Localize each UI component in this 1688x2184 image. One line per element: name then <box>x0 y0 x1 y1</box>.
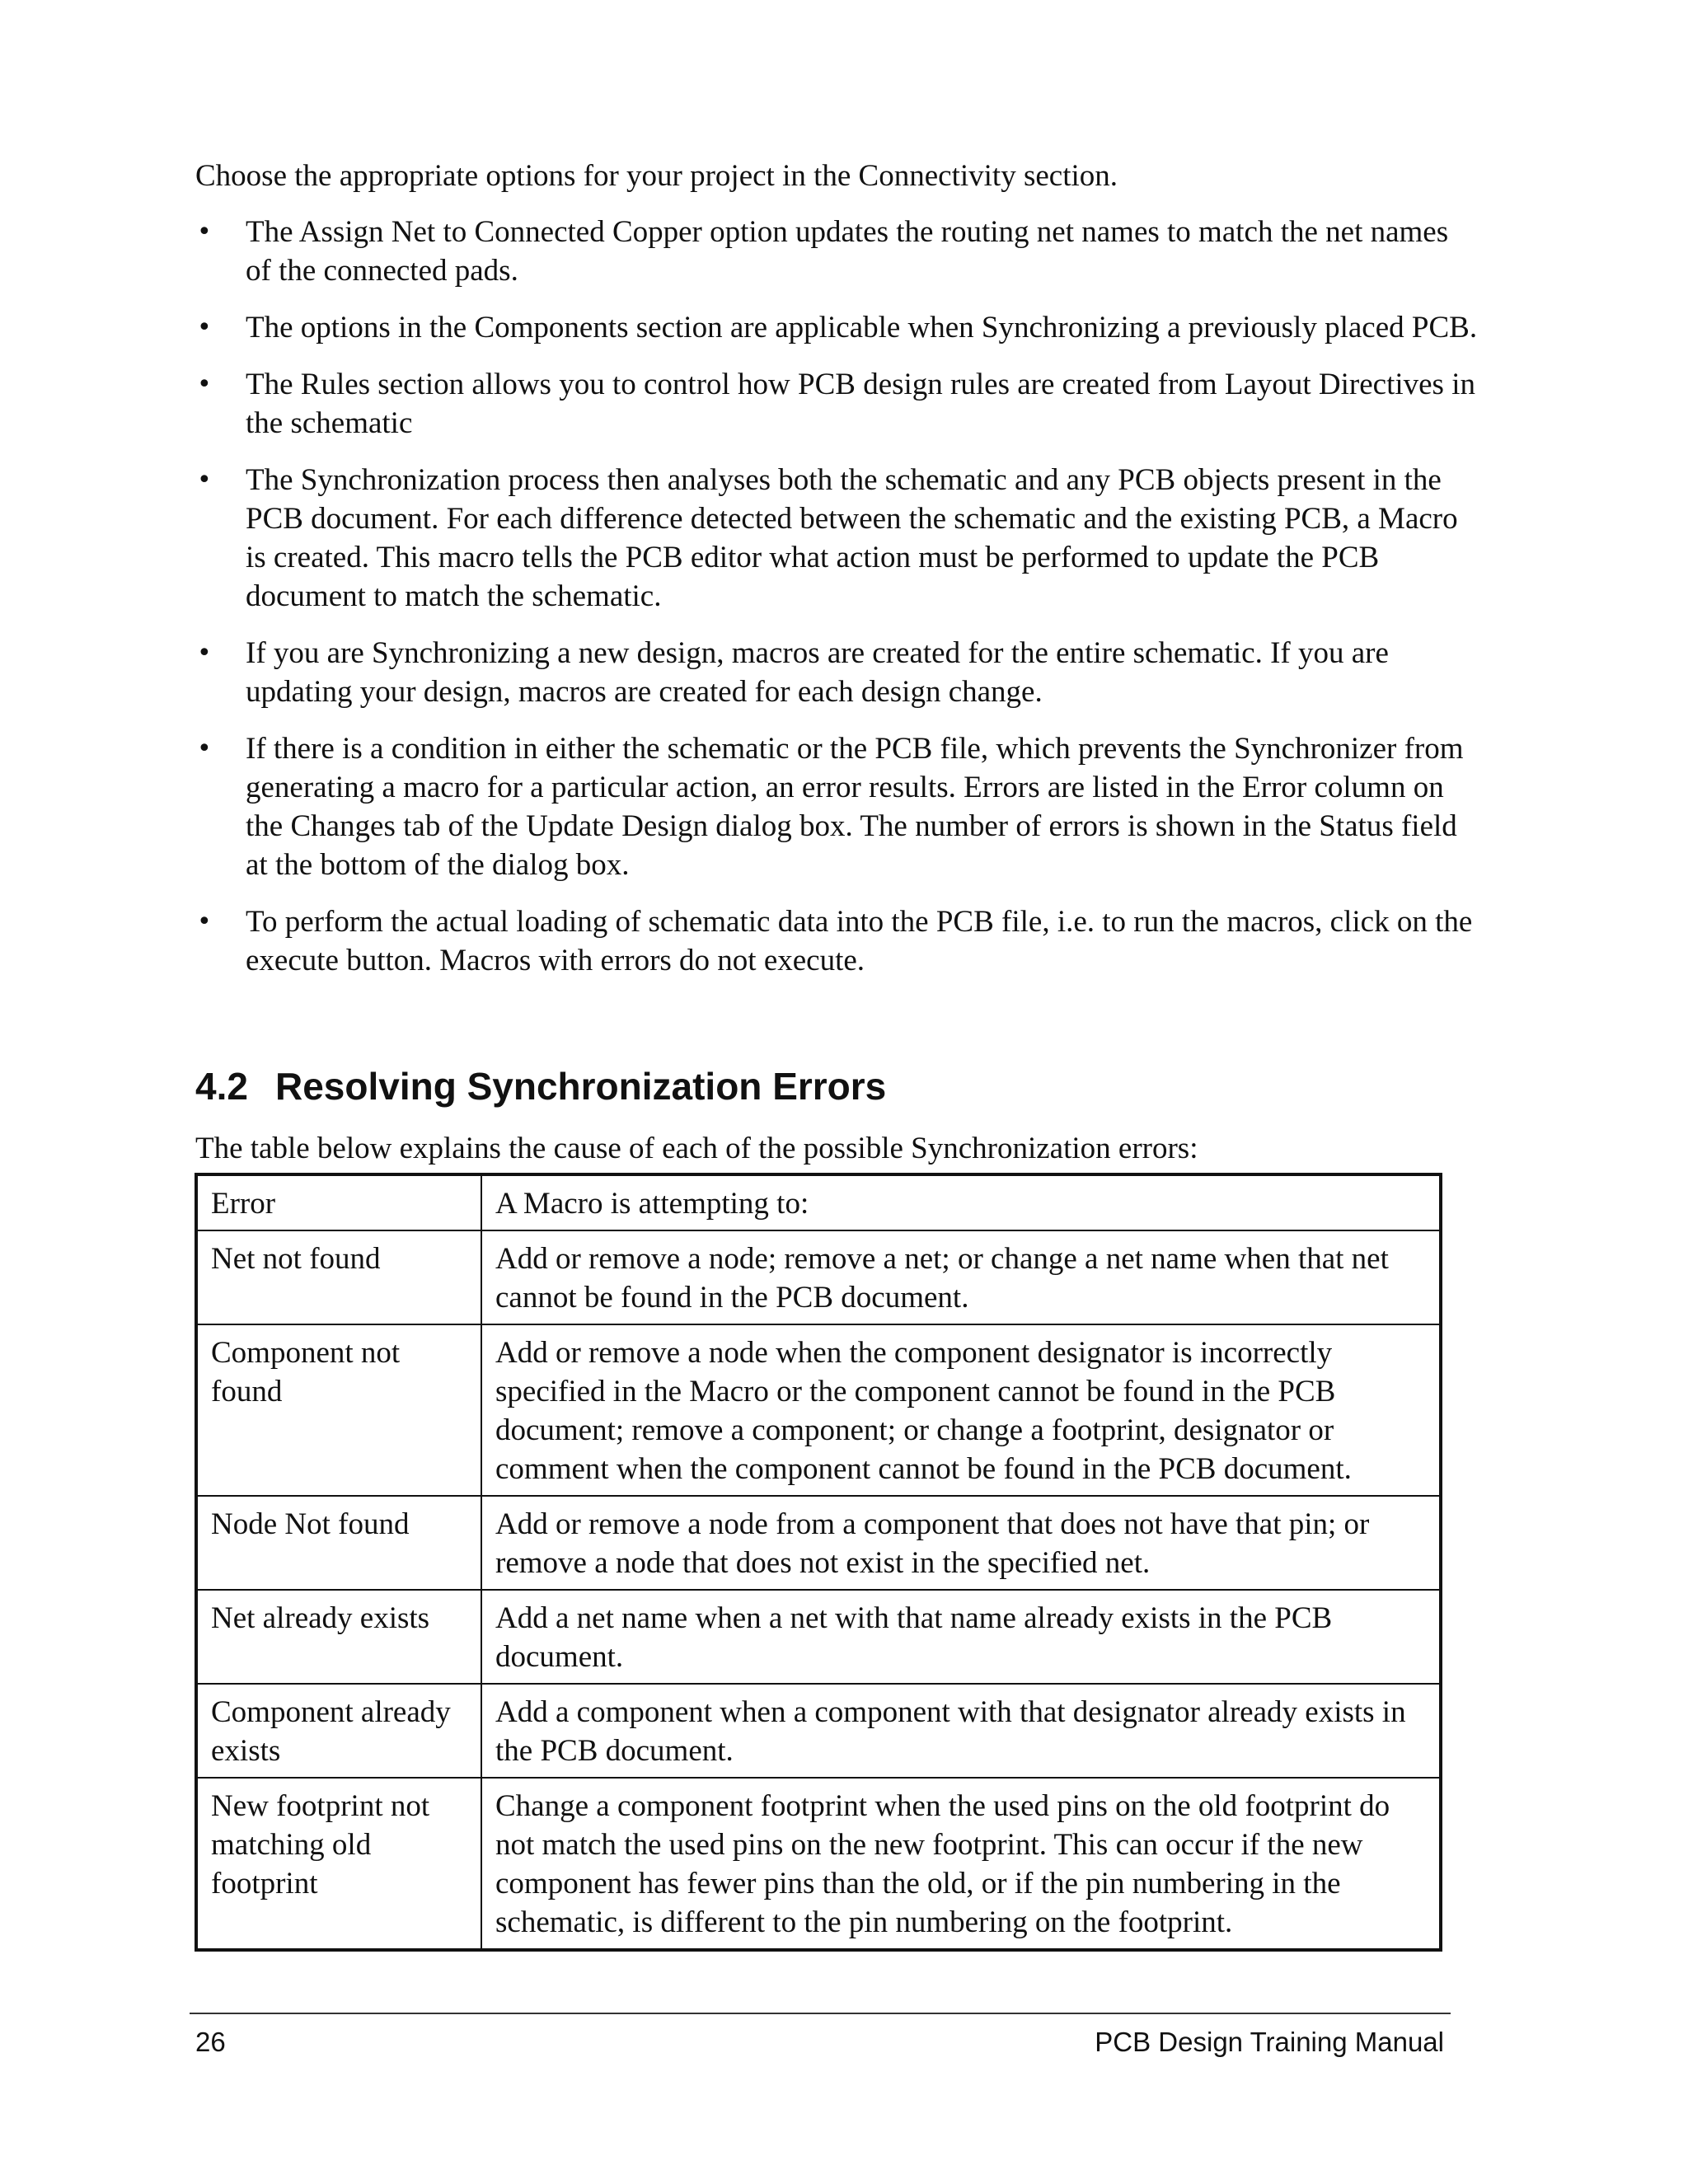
sync-errors-table <box>195 1173 1442 1952</box>
intro-paragraph: Choose the appropriate options for your project in the Connectivity section. <box>195 159 1118 193</box>
header-cell-error: Error <box>196 1174 481 1230</box>
description-cell: Add or remove a node; remove a net; or change a net name when that net cannot be found in the PCB document. <box>481 1230 1441 1324</box>
list-item-text: If you are Synchronizing a new design, macros are created for the entire schematic. If you are updating your design, macros are created for each design change. <box>246 636 1389 709</box>
bullet-icon: • <box>197 313 212 342</box>
error-cell: Component not found <box>196 1324 481 1496</box>
description-cell: Change a component footprint when the used pins on the old footprint do not match the used pins on the new footprint. This can occur if the new component has fewer pins than the old, or if the pin numbering in the schematic, is different to the pin numbering on the footprint. <box>481 1778 1441 1950</box>
table-row <box>196 1324 1441 1496</box>
page-number: 26 <box>195 2027 226 2057</box>
connectivity-bullet-list <box>195 213 1481 998</box>
error-cell: Node Not found <box>196 1496 481 1590</box>
description-cell: Add or remove a node when the component designator is incorrectly specified in the Macro or the component cannot be found in the PCB document; remove a component; or change a footprint, designator or comment when the component cannot be found in the PCB document. <box>481 1324 1441 1496</box>
list-item <box>195 461 1481 616</box>
list-item-text: The Rules section allows you to control how PCB design rules are created from Layout Directives in the schematic <box>246 368 1475 440</box>
table-header-row <box>196 1174 1441 1230</box>
bullet-icon: • <box>197 907 212 936</box>
footer-divider <box>190 2013 1451 2014</box>
bullet-icon: • <box>197 734 212 763</box>
list-item <box>195 308 1481 347</box>
table-row <box>196 1496 1441 1590</box>
description-cell: Add a component when a component with that designator already exists in the PCB document. <box>481 1684 1441 1778</box>
bullet-icon: • <box>197 466 212 494</box>
list-item <box>195 213 1481 290</box>
header-cell-macro: A Macro is attempting to: <box>481 1174 1441 1230</box>
table-row <box>196 1230 1441 1324</box>
error-cell: Component already exists <box>196 1684 481 1778</box>
list-item <box>195 365 1481 443</box>
list-item-text: The options in the Components section are applicable when Synchronizing a previously placed PCB. <box>246 311 1478 344</box>
error-cell: Net already exists <box>196 1590 481 1684</box>
list-item-text: To perform the actual loading of schematic data into the PCB file, i.e. to run the macros, click on the execute button. Macros with errors do not execute. <box>246 905 1473 977</box>
footer-manual-title: PCB Design Training Manual <box>1095 2027 1444 2057</box>
section-heading <box>195 1063 886 1109</box>
list-item-text: If there is a condition in either the schematic or the PCB file, which prevents the Synchronizer from generating a macro for a particular action, an error results. Errors are listed in the Error column on the Changes tab of the Update Design dialog box. The number of errors is shown in the Status field at the bottom of the dialog box. <box>246 732 1464 882</box>
description-cell: Add a net name when a net with that name already exists in the PCB document. <box>481 1590 1441 1684</box>
section-number: 4.2 <box>195 1065 248 1108</box>
list-item-text: The Synchronization process then analyses both the schematic and any PCB objects present in the PCB document. For each difference detected between the schematic and the existing PCB, a Macro is created. This macro tells the PCB editor what action must be performed to update the PCB document to match the schematic. <box>246 463 1458 613</box>
table-intro-paragraph: The table below explains the cause of each of the possible Synchronization errors: <box>195 1132 1198 1165</box>
error-cell: New footprint not matching old footprint <box>196 1778 481 1950</box>
description-cell: Add or remove a node from a component that does not have that pin; or remove a node that does not exist in the specified net. <box>481 1496 1441 1590</box>
table-row <box>196 1590 1441 1684</box>
list-item <box>195 729 1481 884</box>
bullet-icon: • <box>197 370 212 399</box>
table-row <box>196 1778 1441 1950</box>
bullet-icon: • <box>197 639 212 668</box>
list-item <box>195 902 1481 980</box>
table-row <box>196 1684 1441 1778</box>
list-item <box>195 634 1481 711</box>
section-title: Resolving Synchronization Errors <box>275 1065 887 1108</box>
list-item-text: The Assign Net to Connected Copper option updates the routing net names to match the net names of the connected pads. <box>246 215 1449 288</box>
error-cell: Net not found <box>196 1230 481 1324</box>
bullet-icon: • <box>197 218 212 246</box>
